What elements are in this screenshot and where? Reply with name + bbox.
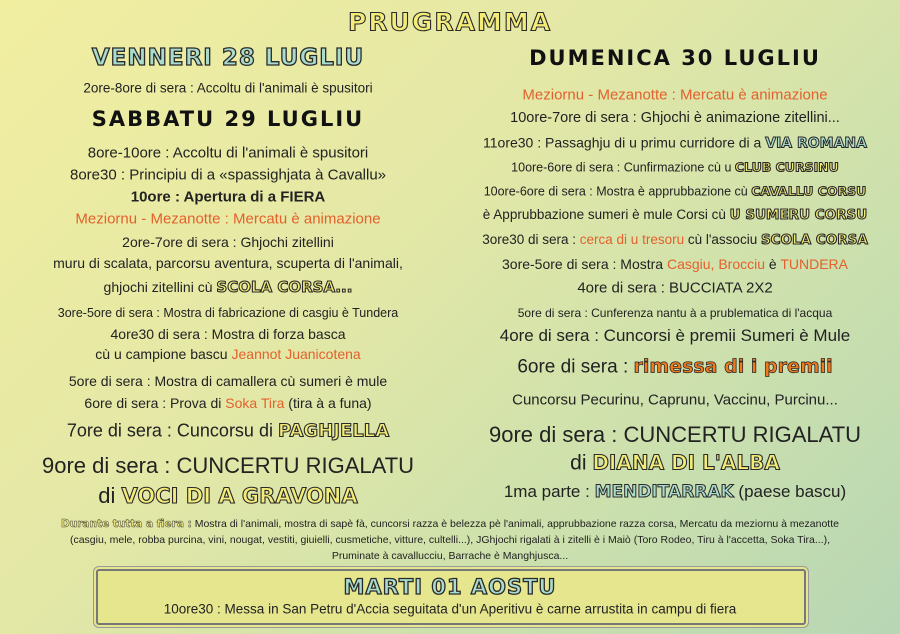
- sat-line: 2ore-7ore di sera : Ghjochi zitellini: [122, 234, 334, 250]
- highlight: PAGHJELLA: [277, 420, 390, 442]
- sun-line-market: Meziornu - Mezanotte : Mercatu è animazione: [522, 86, 828, 104]
- sun-line: [570, 451, 780, 476]
- sat-line: [98, 483, 357, 509]
- text: 6ore di sera :: [517, 356, 634, 378]
- text: 10ore-6ore di sera : Cunfirmazione cù u: [511, 160, 735, 175]
- sun-line: [483, 135, 867, 152]
- highlight: SCOLA CORSA...: [216, 278, 353, 296]
- sun-line: Cuncorsu Pecurinu, Caprunu, Vaccinu, Purcinu...: [512, 391, 838, 409]
- text: 10ore-6ore di sera : Mostra è apprubbazione cù: [483, 184, 752, 199]
- text: cù l'associu: [684, 232, 761, 247]
- sat-line: [104, 278, 353, 296]
- sat-line: [67, 421, 389, 442]
- highlight: MENDITARRAK: [594, 482, 734, 502]
- sun-line: [502, 256, 848, 272]
- sat-line: [84, 395, 371, 411]
- sat-line: 3ore-5ore di sera : Mostra di fabricazione di casgiu è Tundera: [57, 306, 399, 320]
- highlight: CLUB CURSINU: [734, 159, 839, 175]
- text: è Apprubbazione sumeri è mule Corsi cù: [482, 207, 730, 222]
- saturday-heading: SABBATU 29 LUGLIU: [91, 107, 365, 131]
- text: 1ma parte :: [503, 482, 595, 501]
- text: è: [765, 256, 781, 272]
- highlight: CAVALLU CORSU: [751, 183, 867, 199]
- sat-line-opening: 10ore : Apertura di a FIERA: [130, 188, 326, 206]
- sat-line: muru di scalata, parcorsu aventura, scuperta di l'animali,: [53, 255, 403, 271]
- summary-line: Pruminate à cavallucciu, Barrache è Manghjusca...: [331, 550, 569, 562]
- sat-line-concert: 9ore di sera : CUNCERTU RIGALATU: [41, 453, 415, 478]
- sun-line: [482, 232, 868, 248]
- tuesday-heading: MARTI 01 AOSTU: [343, 575, 557, 599]
- summary-line: (casgiu, mele, robba purcina, vini, nougat, vestiti, giuielli, cusmetiche, vitture, cultelli...), JGhjochi rigalati à i zitelli è i Maiò (Toro Rodeo, Tiru à l'accetta, Soka Tira...),: [69, 534, 831, 546]
- sun-line: [511, 160, 839, 175]
- tuesday-line: 10ore30 : Messa in San Petru d'Accia seguitata d'un Aperitivu è carne arrustita in campu di fiera: [163, 601, 737, 617]
- text: Mostra di l'animali, mostra di sapè fà, cuncorsi razza è belezza pè l'animali, apprubbazione razza corsa, Mercatu da meziornu à mezanotte: [191, 518, 839, 530]
- sunday-heading: DUMENICA 30 LUGLIU: [529, 46, 821, 70]
- sat-line: [95, 346, 360, 362]
- sat-line: 8ore30 : Principiu di a «spassighjata à Cavallu»: [69, 166, 387, 184]
- sun-line: [484, 184, 867, 199]
- sat-line-market: Meziornu - Mezanotte : Mercatu è animazione: [75, 210, 381, 228]
- text: (paese bascu): [733, 482, 847, 501]
- highlight: SCOLA CORSA: [760, 232, 868, 248]
- highlight: Soka Tira: [225, 395, 285, 411]
- sat-line: 4ore30 di sera : Mostra di forza basca: [110, 326, 346, 342]
- highlight: DIANA DI L'ALBA: [592, 450, 780, 475]
- highlight: cerca di u tresoru: [579, 232, 685, 247]
- text: 3ore-5ore di sera : Mostra: [502, 256, 667, 272]
- sun-line: 4ore di sera : BUCCIATA 2X2: [577, 279, 773, 297]
- text: di: [98, 483, 122, 508]
- highlight: TUNDERA: [780, 256, 848, 272]
- page-title: PRUGRAMMA: [347, 7, 553, 37]
- text: 3ore30 di sera :: [482, 232, 580, 247]
- sun-line-concert: 9ore di sera : CUNCERTU RIGALATU: [488, 422, 862, 447]
- highlight: Casgiu, Brocciu: [666, 256, 766, 272]
- highlight: rimessa di i premii: [633, 355, 833, 378]
- sun-line: 4ore di sera : Cuncorsi è premii Sumeri è Mule: [499, 326, 851, 345]
- sun-line: [483, 207, 867, 223]
- text: 7ore di sera : Cuncorsu di: [66, 420, 278, 441]
- summary-line: [10, 516, 890, 532]
- text: ghjochi zitellini cù: [103, 279, 217, 295]
- highlight: U SUMERU CORSU: [729, 207, 868, 223]
- text: 11ore30 : Passaghju di u primu curridore di a: [483, 134, 766, 151]
- highlight: Jeannot Juanicotena: [231, 346, 361, 362]
- friday-heading: VENNERI 28 LUGLIU: [91, 45, 365, 71]
- sun-line: [504, 482, 846, 502]
- highlight: VIA ROMANA: [765, 135, 867, 152]
- summary-label: Durante tutta a fiera :: [61, 518, 192, 530]
- text: di: [570, 451, 593, 475]
- sun-line: [517, 356, 832, 379]
- highlight: VOCI DI A GRAVONA: [121, 484, 358, 508]
- text: (tira à a funa): [284, 395, 372, 411]
- text: 6ore di sera : Prova di: [84, 395, 226, 411]
- text: cù u campione bascu: [95, 346, 232, 362]
- fair-summary: [10, 516, 890, 564]
- sat-line: 5ore di sera : Mostra di camallera cù sumeri è mule: [68, 373, 388, 389]
- sat-line: 8ore-10ore : Accoltu di l'animali è spusitori: [87, 144, 369, 162]
- sun-line: 10ore-7ore di sera : Ghjochi è animazione zitellini...: [510, 110, 840, 126]
- sun-line: 5ore di sera : Cunferenza nantu à a prublematica di l'acqua: [517, 306, 833, 320]
- friday-line: 2ore-8ore di sera : Accoltu di l'animali è spusitori: [83, 80, 373, 96]
